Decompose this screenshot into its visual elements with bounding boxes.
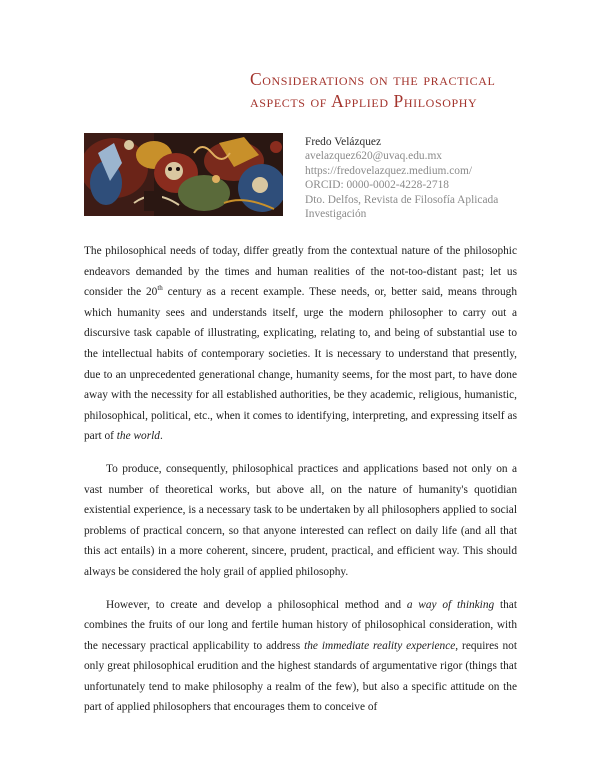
paragraph-1-text-a: The philosophical needs of today, differ greatly from the contextual nature of the philosophic endeavors demanded by the times and human realities of the not-too-distant past; let us consider the 20	[84, 245, 517, 299]
author-info	[305, 135, 575, 221]
paragraph-1-emphasis: the world	[116, 430, 160, 443]
author-role: Investigación	[305, 208, 367, 221]
paragraph-3-emphasis-2: the immediate reality experience	[304, 639, 456, 652]
author-email-link[interactable]: avelazquez620@uvaq.edu.mx	[305, 150, 442, 163]
superscript-th: th	[157, 284, 163, 293]
author-department: Dto. Delfos, Revista de Filosofía Aplicada	[305, 193, 499, 206]
paragraph-3-emphasis-1: a way of thinking	[406, 598, 495, 611]
author-website-link[interactable]: https://fredovelazquez.medium.com/	[305, 164, 473, 177]
author-orcid: ORCID: 0000-0002-4228-2718	[305, 179, 449, 192]
paper-title	[250, 68, 550, 112]
paper-title-line-2: aspects of Applied Philosophy	[250, 91, 478, 111]
header-painting-image	[84, 133, 283, 216]
paragraph-3-text-b: that combines the fruits of our long and fertile human history of philosophical consideration, with the necessary practical applicability to address	[84, 598, 517, 652]
paragraph-3-text-c: , requires not only great philosophical erudition and the highest standards of argumentative rigor (things that unfortunately tend to make philosophy a realm of the few), but also a specific attitude on the part of applied philosophers that encourages them to conceive of	[84, 639, 517, 714]
paragraph-3	[84, 595, 517, 719]
paragraph-2: To produce, consequently, philosophical practices and applications based not only on a vast number of theoretical works, but above all, on the nature of humanity's quotidian existential experience, is a necessary task to be undertaken by all philosophers applied to social problems of practical concern, so that anyone interested can reflect on daily life (and all that this act entails) in a more coherent, sincere, prudent, practical, and efficient way. This should always be considered the holy grail of applied philosophy.	[84, 462, 517, 578]
paper-title-line-1: Considerations on the practical	[250, 69, 496, 89]
paragraph-3-text-a: However, to create and develop a philosophical method and	[106, 598, 407, 611]
body-text	[84, 241, 517, 730]
author-name: Fredo Velázquez	[305, 136, 382, 148]
paragraph-1-text-b: century as a recent example. These needs, or, better said, means through which humanity sees and understands itself, urge the modern philosopher to carry out a discursive task capable of illustrating, explicating, relating to, and being of substantial use to the intellectual habits of contemporary societies. It is necessary to understand that presently, due to an unprecedented generational change, humanity seems, for the most part, to have done away with the necessity for all established authorities, be they academic, religious, humanistic, philosophical, political, etc., when it comes to identifying, interpreting, and expressing itself as part of	[84, 286, 517, 443]
paragraph-1-text-c: .	[159, 430, 163, 443]
paragraph-1	[84, 241, 517, 447]
